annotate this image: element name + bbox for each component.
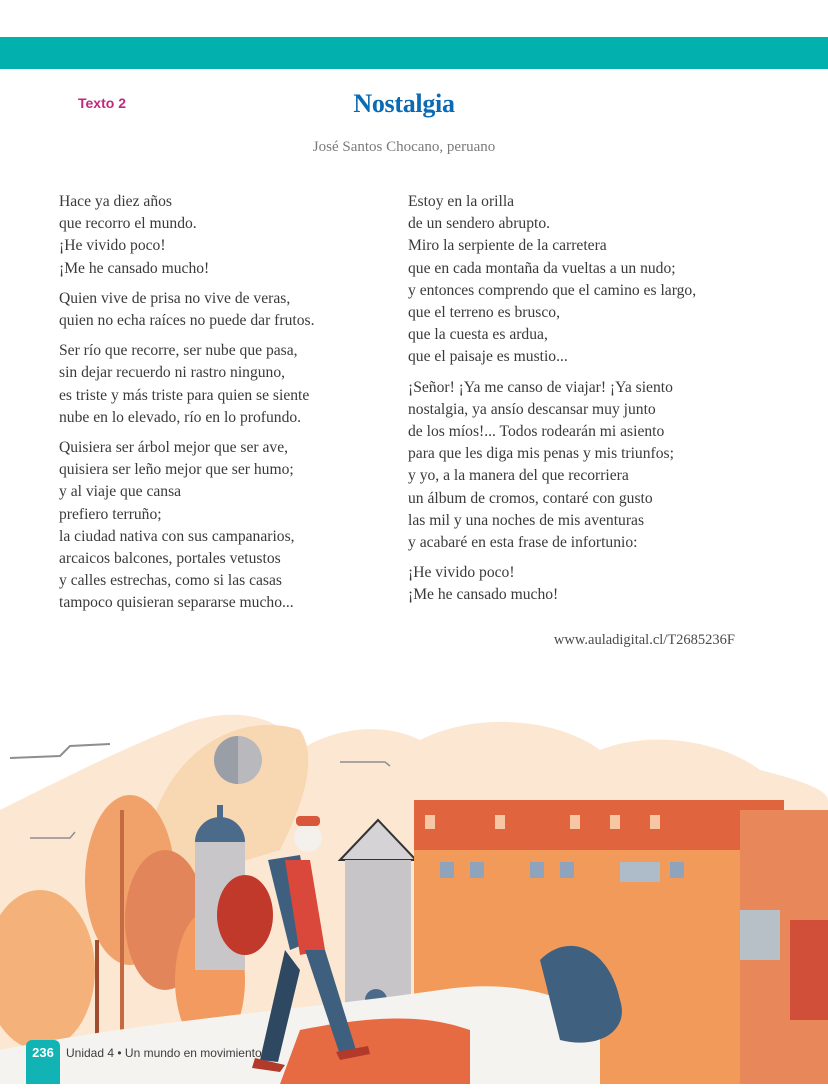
poem-line: ¡Me he cansado mucho! (59, 259, 210, 277)
poem-line: Miro la serpiente de la carretera (408, 237, 607, 255)
poem-line: que el paisaje es mustio... (408, 348, 568, 366)
poem-line: Estoy en la orilla (408, 193, 515, 210)
unit-label: Unidad 4 • Un mundo en movimiento (66, 1046, 262, 1060)
header-band (0, 37, 828, 69)
poem-column-right (408, 191, 768, 615)
poem-line: y al viaje que cansa (59, 483, 182, 501)
poem-line: ¡Señor! ¡Ya me canso de viajar! ¡Ya siento (408, 378, 673, 396)
poem-line: de los míos!... Todos rodearán mi asiento (408, 423, 665, 441)
stanza (59, 437, 389, 615)
poem-line: es triste y más triste para quien se siente (59, 386, 310, 404)
poem-line: Quisiera ser árbol mejor que ser ave, (59, 439, 289, 457)
stanza (59, 191, 389, 280)
poem-column-left (59, 191, 389, 623)
poem-line: quien no echa raíces no puede dar frutos. (59, 312, 315, 330)
poem-line: y yo, a la manera del que recorriera (408, 467, 629, 485)
poem-line: un álbum de cromos, contaré con gusto (408, 489, 653, 507)
poem-line: para que les diga mis penas y mis triunfos; (408, 445, 674, 463)
poem-line: Hace ya diez años (59, 193, 172, 210)
section-label: Texto 2 (78, 95, 126, 111)
poem-line: y entonces comprendo que el camino es largo, (408, 281, 697, 299)
stanza (408, 377, 768, 555)
stanza (408, 191, 768, 369)
poem-line: nube en lo elevado, río en lo profundo. (59, 408, 302, 426)
poem-line: quisiera ser leño mejor que ser humo; (59, 461, 294, 479)
poem-line: nostalgia, ya ansío descansar muy junto (408, 400, 656, 418)
poem-line: tampoco quisieran separarse mucho... (59, 594, 294, 612)
auladigital-link[interactable]: www.auladigital.cl/T2685236F (553, 632, 735, 648)
poem-line: y acabaré en esta frase de infortunio: (408, 534, 638, 552)
poem-line: y calles estrechas, como si las casas (59, 572, 282, 590)
stanza (59, 340, 389, 429)
stanza (408, 562, 768, 606)
poem-line: arcaicos balcones, portales vetustos (59, 550, 281, 568)
poem-line: la ciudad nativa con sus campanarios, (59, 527, 295, 545)
poem-line: Ser río que recorre, ser nube que pasa, (59, 342, 298, 360)
poem-line: que el terreno es brusco, (408, 304, 560, 322)
poem-author: José Santos Chocano, peruano (312, 139, 496, 155)
stanza (59, 288, 389, 332)
poem-line: ¡He vivido poco! (408, 564, 515, 582)
poem-line: sin dejar recuerdo ni rastro ninguno, (59, 364, 286, 382)
poem-line: las mil y una noches de mis aventuras (408, 511, 645, 529)
autumn-town-illustration (0, 690, 828, 1084)
poem-title: Nostalgia (353, 89, 455, 118)
poem-line: que la cuesta es ardua, (408, 326, 548, 344)
poem-line: que recorro el mundo. (59, 215, 197, 233)
poem-line: ¡He vivido poco! (59, 237, 166, 255)
page-number: 236 (32, 1045, 54, 1060)
poem-line: prefiero terruño; (59, 505, 162, 523)
poem-line: que en cada montaña da vueltas a un nudo; (408, 259, 676, 277)
poem-line: Quien vive de prisa no vive de veras, (59, 289, 291, 307)
poem-line: ¡Me he cansado mucho! (408, 586, 559, 604)
poem-line: de un sendero abrupto. (408, 215, 551, 233)
